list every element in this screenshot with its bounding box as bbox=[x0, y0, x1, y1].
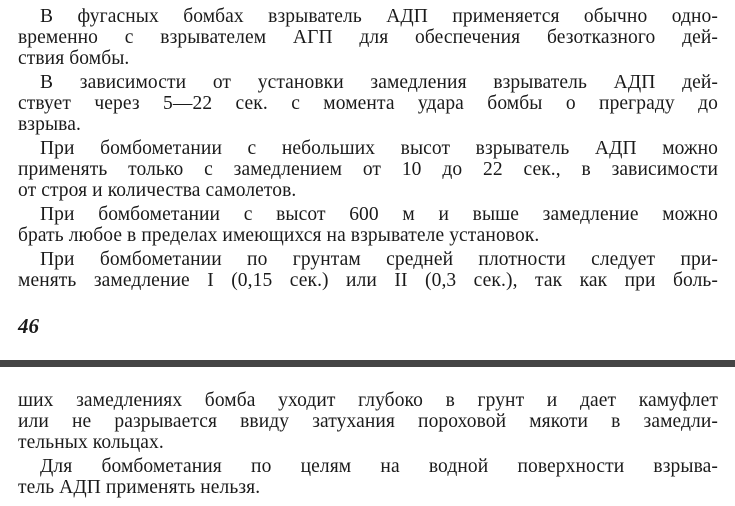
text-line: или не разрывается ввиду затухания пороховой мякоти в замедли- bbox=[18, 411, 718, 432]
text-line: применять только с замедлением от 10 до 22 сек., в зависимости bbox=[18, 159, 718, 180]
text-line: В фугасных бомбах взрыватель АДП применяется обычно одно- bbox=[40, 6, 718, 27]
paragraph bbox=[18, 138, 718, 201]
page-number: 46 bbox=[18, 314, 39, 338]
text-line: менять замедление I (0,15 сек.) или II (0,3 сек.), так как при боль- bbox=[18, 270, 718, 291]
page-divider bbox=[0, 360, 735, 367]
text-line: При бомбометании с небольших высот взрыватель АДП можно bbox=[40, 138, 718, 159]
paragraph bbox=[18, 6, 718, 69]
paragraph bbox=[18, 72, 718, 135]
paragraph bbox=[18, 249, 718, 291]
text-line: ших замедлениях бомба уходит глубоко в грунт и дает камуфлет bbox=[18, 390, 718, 411]
text-line: ствия бомбы. bbox=[18, 48, 130, 69]
text-line: брать любое в пределах имеющихся на взрывателе установок. bbox=[18, 225, 540, 246]
text-line: При бомбометании с высот 600 м и выше замедление можно bbox=[40, 204, 718, 225]
bottom-page bbox=[0, 367, 735, 506]
text-line: Для бомбометания по целям на водной поверхности взрыва- bbox=[40, 456, 718, 477]
paragraph bbox=[18, 390, 718, 453]
text-line: взрыва. bbox=[18, 114, 81, 135]
text-line: временно с взрывателем АГП для обеспечения безотказного дей- bbox=[18, 27, 718, 48]
bottom-page-text bbox=[18, 390, 718, 498]
text-line: ствует через 5—22 сек. с момента удара бомбы о преграду до bbox=[18, 93, 718, 114]
text-line: от строя и количества самолетов. bbox=[18, 180, 297, 201]
top-page-text bbox=[18, 6, 718, 291]
text-line: тельных кольцах. bbox=[18, 432, 164, 453]
text-line: В зависимости от установки замедления взрыватель АДП дей- bbox=[40, 72, 718, 93]
text-line: тель АДП применять нельзя. bbox=[18, 477, 261, 498]
text-line: При бомбометании по грунтам средней плотности следует при- bbox=[40, 249, 718, 270]
paragraph bbox=[18, 456, 718, 498]
paragraph bbox=[18, 204, 718, 246]
